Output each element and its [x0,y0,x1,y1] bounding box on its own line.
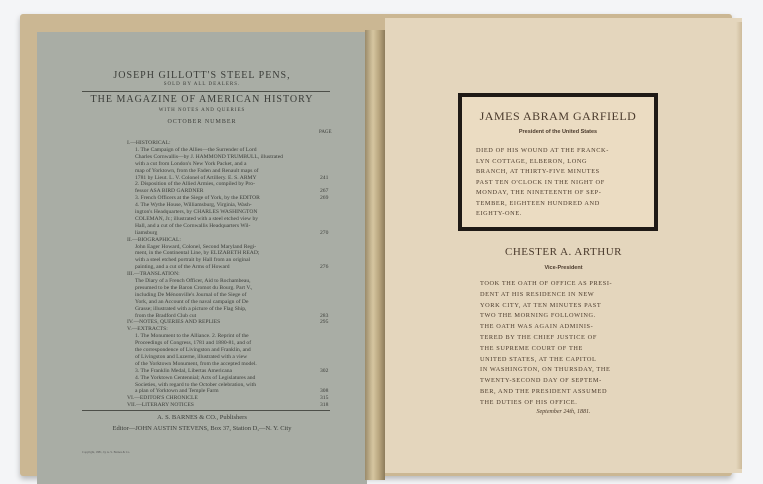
toc-entry: John Eager Howard, Colonel, Second Maryland Regi- [135,243,257,250]
toc-page-number: 241 [320,174,329,181]
toc-entry: I.—HISTORICAL: [127,140,171,146]
arthur-text-line: IN WASHINGTON, ON THURSDAY, THE [480,366,611,374]
toc-page-number: 302 [320,367,329,374]
toc-entry: painting, and a cut of the Arms of Howard [135,264,230,271]
toc-entry: Charles Cornwallis—by J. HAMMOND TRUMBULL, illustrated [135,153,283,160]
arthur-text-line: TOOK THE OATH OF OFFICE AS PRESI- [480,280,613,287]
arthur-text-line: UNITED STATES, AT THE CAPITOL [480,355,597,363]
toc-entry: from the Bradford Club cut [135,312,197,319]
arthur-text-line: BER, AND THE PRESIDENT ASSUMED [480,388,608,395]
toc-entry: with a cut from London's New York Packet, and a [135,160,247,167]
toc-entry: 4. The Yorktown Centennial; Acts of Legislatures and [135,374,256,381]
toc-entry: III.—TRANSLATION: [127,271,180,278]
toc-entry: 1781 by Lieut. L. V. Colonel of Artillery. E. S. ARMY [135,174,257,181]
toc-entry: ington's Headquarters, by CHARLES WASHINGTON [135,209,258,215]
toc-entry: IV.—NOTES, QUERIES AND REPLIES [127,319,221,326]
toc-entry: The Diary of a French Officer, Aid to Rochambeau, [135,278,251,284]
toc-entry: 1. The Monument to the Alliance. 2. Reprint of the [135,333,249,340]
arthur-text-line: TERED BY THE CHIEF JUSTICE OF [480,334,597,341]
toc-entry: York, and an Account of the naval campaign of De [135,298,249,305]
divider [82,91,330,92]
arthur-text-line: TWENTY-SECOND DAY OF SEPTEM- [480,377,602,385]
toc-entry: Grasse; illustrated with a picture of the Flag Ship, [135,305,247,312]
toc-page-number: 295 [320,319,329,326]
memorial-page [385,18,742,473]
toc-entry: ment, in the Continental Line, by ELIZABETH READ; [135,250,260,257]
toc-page-number: 270 [320,229,329,236]
arthur-text-line: TWO THE MORNING FOLLOWING. [480,312,596,320]
toc-entry: V.—EXTRACTS: [127,326,168,333]
date-line: September 24th, 1881. [536,409,591,415]
toc-entry: COLEMAN, Jr.; illustrated with a steel etched view by [135,215,259,222]
toc-entry: Proceedings of Congress, 1781 and 1880-81, and of [135,340,252,347]
toc-entry: liamsburg [135,229,158,236]
toc-entry: of the Yorktown Monument, from the accepted model. [135,360,257,367]
issue-label: OCTOBER NUMBER [167,119,237,125]
toc-page-number: 276 [320,264,329,271]
toc-page-number: 315 [320,395,329,402]
toc-entry: II.—BIOGRAPHICAL: [127,236,181,243]
sold-by-dealers: SOLD BY ALL DEALERS. [163,82,241,87]
open-book [20,14,732,476]
garfield-title: JAMES ABRAM GARFIELD [479,109,637,123]
toc-entry: 3. The Franklin Medal, Libertas Americana [135,367,232,374]
toc-entry: presumed to be the Baron Cromot du Bourg. Part V., [135,284,253,291]
divider [82,410,330,411]
garfield-memorial-box [458,93,658,231]
toc-entry: VII.—LITERARY NOTICES [127,402,194,409]
toc-entry: including De Ménonville's Journal of the Siege of [135,291,247,298]
arthur-text-line: YORK CITY, AT TEN MINUTES PAST [480,301,602,309]
toc-entry: 4. The Wythe House, Williamsburg, Virginia, Wash- [135,202,252,209]
toc-entry: Societies, with regard to the October celebration, with [135,381,257,388]
toc-entry: fessor ASA BIRD GARDNER [135,188,204,195]
copyright: Copyright, 1881, by A. S. Barnes & Co. [82,450,131,454]
toc-entry: Hall, and a cut of the Cornwallis Headquarters Wil- [135,222,251,229]
toc-entry: a plan of Yorktown and Temple Farm [135,388,219,395]
magazine-title: THE MAGAZINE OF AMERICAN HISTORY [90,94,314,105]
garfield-subtitle: President of the United States [518,129,598,135]
garfield-text-line: EIGHTY-ONE. [476,210,522,217]
toc-entry: 3. French Officers at the Siege of York, by the EDITOR [135,195,260,202]
arthur-text-line: THE DUTIES OF HIS OFFICE. [480,398,578,406]
toc-entry: the correspondence of Livingston and Franklin, and [135,347,251,353]
garfield-text-line: BRANCH, AT THIRTY-FIVE MINUTES [476,168,600,175]
arthur-text-line: THE OATH WAS AGAIN ADMINIS- [480,323,594,331]
book-spine-gutter [365,30,385,480]
toc-entry: with a steel etched portrait by Hall from an original [135,257,251,264]
toc-page-number: 318 [320,402,329,409]
garfield-text-line: LYN COTTAGE, ELBERON, LONG [476,157,588,165]
arthur-text-line: THE SUPREME COURT OF THE [480,344,584,352]
editor-line: Editor—JOHN AUSTIN STEVENS, Box 37, Station D,—N. Y. City [112,425,292,432]
arthur-subtitle: Vice-President [544,265,583,271]
toc-entry: map of Yorktown, from the Faden and Renault maps of [135,167,259,174]
toc-page-number: 283 [320,312,329,319]
magazine-subtitle: WITH NOTES AND QUERIES [158,108,246,113]
magazine-back-cover [37,32,367,484]
toc-entry: 2. Disposition of the Allied Armies, compiled by Pro- [135,181,255,188]
page-column-label: PAGE [319,130,332,135]
gillott-pens-ad: JOSEPH GILLOTT'S STEEL PENS, [113,70,291,81]
garfield-text-line: TEMBER, EIGHTEEN HUNDRED AND [476,199,600,207]
toc-page-number: 267 [320,188,329,195]
arthur-title: CHESTER A. ARTHUR [505,246,622,258]
garfield-text-line: DIED OF HIS WOUND AT THE FRANCK- [476,147,609,154]
toc-entry: 1. The Campaign of the Allies—the Surrender of Lord [135,146,257,153]
toc-page-number: 269 [320,195,329,202]
publisher: A. S. BARNES & CO., Publishers [157,414,247,421]
toc-entry: VI.—EDITOR'S CHRONICLE [127,395,198,402]
arthur-text-line: DENT AT HIS RESIDENCE IN NEW [480,290,595,298]
garfield-text-line: PAST TEN O'CLOCK IN THE NIGHT OF [476,178,605,186]
toc-entry: of Livingston and Luzerne, illustrated with a view [135,353,248,360]
garfield-text-line: MONDAY, THE NINETEENTH OF SEP- [476,189,602,196]
toc-page-number: 308 [320,388,329,395]
